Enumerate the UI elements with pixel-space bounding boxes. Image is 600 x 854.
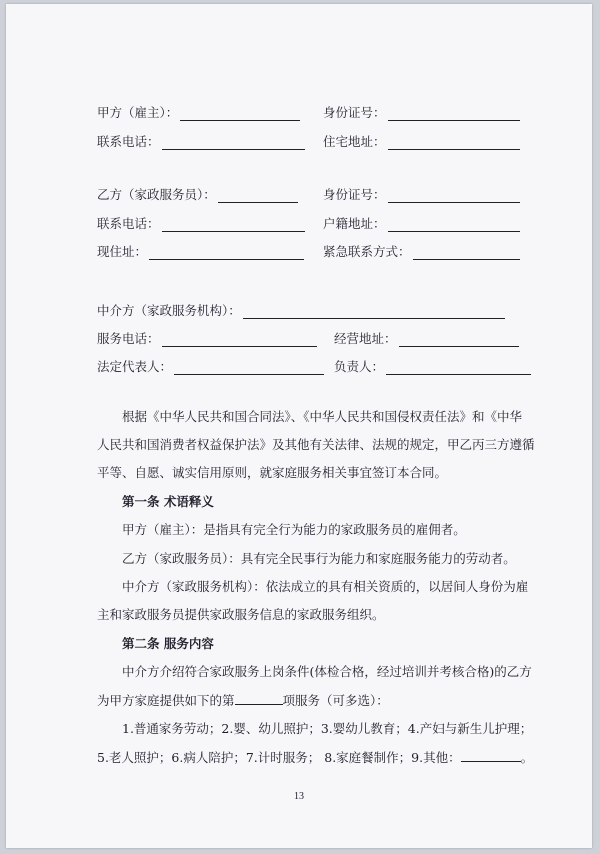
article-1-def-c-line-1: 中介方（家政服务机构）：依法成立的具有相关资质的，以居间人身份为雇 (122, 579, 529, 594)
party-b-hukou-blank[interactable] (388, 218, 520, 232)
agency-biz-address-field (334, 331, 519, 347)
party-a-address-blank[interactable] (388, 136, 520, 150)
agency-in-charge-label: 负责人： (334, 359, 385, 374)
party-a-blank[interactable] (180, 107, 300, 121)
agency-phone-label: 服务电话： (97, 331, 160, 346)
article-2-line-2-pre: 为甲方家庭提供如下的第 (97, 693, 235, 708)
preamble-line-1: 根据《中华人民共和国合同法》、《中华人民共和国侵权责任法》和《中华 (122, 409, 523, 424)
agency-field (97, 303, 505, 319)
agency-blank[interactable] (243, 305, 505, 319)
party-b-phone-blank[interactable] (162, 218, 305, 232)
article-2-title: 第二条 服务内容 (122, 636, 214, 651)
party-b-current-blank[interactable] (149, 246, 304, 260)
agency-legal-rep-field (97, 359, 324, 375)
party-b-current-label: 现住址： (97, 244, 148, 259)
agency-legal-rep-blank[interactable] (174, 361, 324, 375)
party-a-id-label: 身份证号： (323, 105, 386, 120)
party-b-field (97, 187, 298, 203)
party-b-emergency-label: 紧急联系方式： (323, 244, 411, 259)
service-items-line-2-post: 。 (520, 750, 534, 765)
service-items-line-2 (97, 749, 533, 766)
party-b-label: 乙方（家政服务员）： (97, 187, 216, 202)
document-page (6, 4, 592, 848)
party-b-hukou-label: 户籍地址： (323, 216, 386, 231)
party-b-id-field (323, 187, 520, 203)
preamble-line-2: 人民共和国消费者权益保护法》及其他有关法律、法规的规定，甲乙丙三方遵循 (97, 437, 535, 452)
agency-in-charge-blank[interactable] (386, 361, 531, 375)
party-a-address-field (323, 134, 520, 150)
article-1-title: 第一条 术语释义 (122, 494, 214, 509)
party-a-id-field (323, 105, 520, 121)
party-b-phone-label: 联系电话： (97, 216, 160, 231)
service-items-line-2-pre: 5.老人照护；6.病人陪护；7.计时服务； 8.家庭餐制作；9.其他： (97, 750, 461, 765)
agency-legal-rep-label: 法定代表人： (97, 359, 173, 374)
agency-phone-blank[interactable] (162, 333, 317, 347)
party-b-current-field (97, 244, 304, 260)
article-1-def-b: 乙方（家政服务员）：具有完全民事行为能力和家庭服务能力的劳动者。 (122, 551, 516, 566)
party-b-phone-field (97, 216, 305, 232)
article-1-def-a: 甲方（雇主）：是指具有完全行为能力的家政服务员的雇佣者。 (122, 522, 466, 537)
party-a-field (97, 105, 300, 121)
article-2-line-2 (97, 692, 389, 709)
article-1-def-c-line-2: 主和家政服务员提供家政服务信息的家政服务组织。 (97, 607, 385, 622)
page-number: 13 (294, 791, 304, 802)
service-number-blank[interactable] (235, 692, 283, 705)
party-b-blank[interactable] (218, 189, 298, 203)
agency-phone-field (97, 331, 317, 347)
party-a-address-label: 住宅地址： (323, 134, 386, 149)
party-b-id-label: 身份证号： (323, 187, 386, 202)
agency-biz-address-blank[interactable] (399, 333, 519, 347)
party-b-emergency-field (323, 244, 520, 260)
service-items-line-1: 1.普通家务劳动；2.婴、幼儿照护；3.婴幼儿教育；4.产妇与新生儿护理； (122, 721, 533, 736)
preamble-line-3: 平等、自愿、诚实信用原则，就家庭服务相关事宜签订本合同。 (97, 465, 448, 480)
article-2-line-2-post: 项服务（可多选）： (282, 693, 389, 708)
article-2-line-1: 中介方介绍符合家政服务上岗条件(体检合格，经过培训并考核合格)的乙方 (122, 664, 532, 679)
agency-in-charge-field (334, 359, 531, 375)
other-service-blank[interactable] (461, 749, 521, 762)
party-a-phone-field (97, 134, 305, 150)
agency-biz-address-label: 经营地址： (334, 331, 397, 346)
party-a-phone-label: 联系电话： (97, 134, 160, 149)
party-a-phone-blank[interactable] (162, 136, 305, 150)
agency-label: 中介方（家政服务机构）： (97, 303, 241, 318)
party-a-id-blank[interactable] (388, 107, 520, 121)
party-b-emergency-blank[interactable] (413, 246, 520, 260)
party-b-hukou-field (323, 216, 520, 232)
party-a-label: 甲方（雇主）： (97, 105, 179, 120)
party-b-id-blank[interactable] (388, 189, 520, 203)
